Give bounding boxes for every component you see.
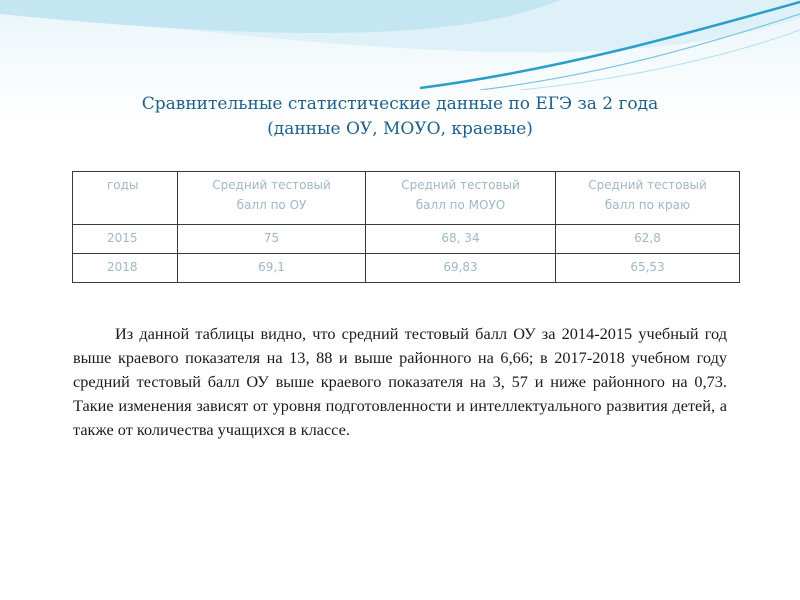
header-cell-mouo [366,172,556,225]
cell-ou-score: 75 [178,225,366,254]
header-cell-years [73,172,178,225]
cell-mouo-score: 69,83 [366,254,556,283]
header-cell-ou [178,172,366,225]
header-region-line2: балл по краю [604,198,691,212]
cell-mouo-score: 68, 34 [366,225,556,254]
cell-region-score: 65,53 [556,254,740,283]
title-line-1: Сравнительные статистические данные по ЕГЭ за 2 года [141,94,659,114]
header-cell-region [556,172,740,225]
header-ou-line2: балл по ОУ [236,198,307,212]
cell-year: 2018 [73,254,178,283]
header-years-label: годы [107,178,139,192]
cell-ou-score: 69,1 [178,254,366,283]
cell-year: 2015 [73,225,178,254]
table-row [73,225,740,254]
table-row [73,254,740,283]
stats-table [72,171,740,283]
title-line-2: (данные ОУ, МОУО, краевые) [267,119,533,139]
analysis-text: Из данной таблицы видно, что средний тестовый балл ОУ за 2014-2015 учебный год выше краевого показателя на 13, 88 и выше районного на 6,66; в 2017-2018 учебном году средний тестовый балл ОУ выше краевого показателя на 3, 57 и ниже районного на 0,73. Такие изменения зависят от уровня подготовленности и интеллектуального развития детей, а также от количества учащихся в классе. [73,324,727,439]
header-region-line1: Средний тестовый [588,178,707,192]
header-mouo-line1: Средний тестовый [401,178,520,192]
header-ou-line1: Средний тестовый [212,178,331,192]
analysis-paragraph [73,322,727,442]
cell-region-score: 62,8 [556,225,740,254]
header-mouo-line2: балл по МОУО [415,198,506,212]
table-header-row [73,172,740,225]
slide-title [60,92,740,142]
decorative-wave [0,0,800,90]
